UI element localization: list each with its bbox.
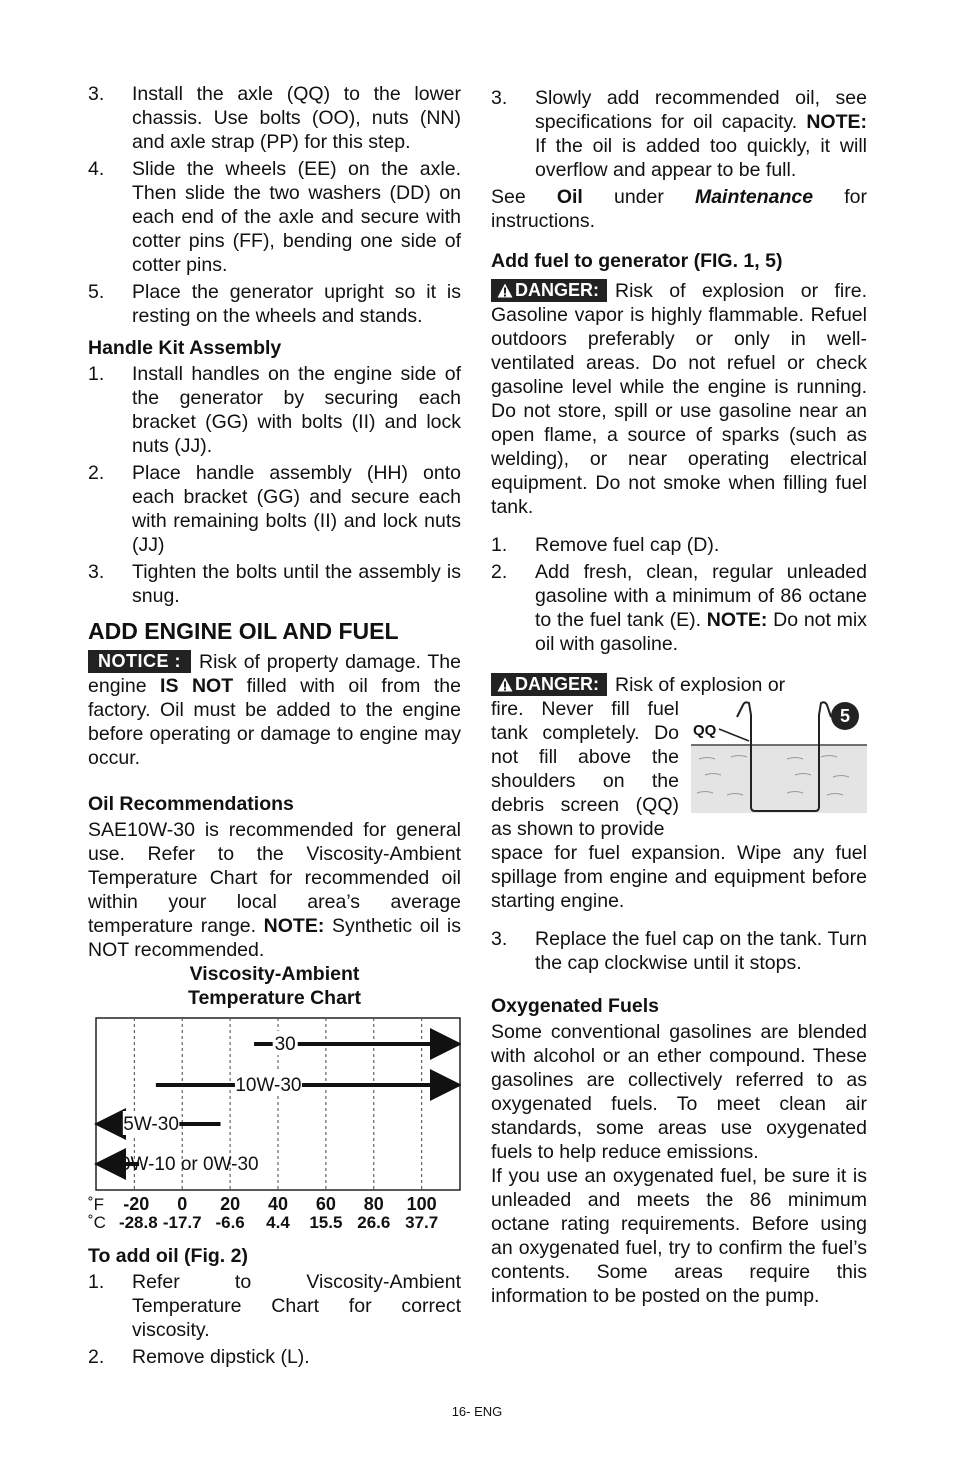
tick-label-f: 80 bbox=[363, 1194, 384, 1214]
step-number: 2. bbox=[491, 561, 508, 583]
danger2-wrap-text: fire. Never fill fuel tank completely. Do not fill above the shoulders on the debris screen (QQ) as shown to provide bbox=[491, 698, 679, 840]
tick-label-c: -6.6 bbox=[215, 1213, 245, 1232]
unit-f-label: ˚F bbox=[88, 1195, 105, 1214]
oxygenated-fuels-heading: Oxygenated Fuels bbox=[491, 995, 659, 1017]
list-item bbox=[88, 157, 461, 277]
notice-text-before: Risk of property damage. The engine bbox=[88, 651, 461, 697]
warning-triangle-icon bbox=[497, 677, 513, 692]
step-text: Slide the wheels (EE) on the axle. Then slide the two washers (DD) on each end of the axle and secure with cotter pins (FF), bending one side of cotter pins. bbox=[132, 158, 461, 276]
step-text: Replace the fuel cap on the tank. Turn the cap clockwise until it stops. bbox=[535, 928, 867, 974]
step-text: Tighten the bolts until the assembly is snug. bbox=[132, 561, 461, 607]
step-text: Place handle assembly (HH) onto each bracket (GG) and secure each with remaining bolts (II) and lock nuts (JJ) bbox=[132, 462, 461, 556]
list-item bbox=[88, 1345, 461, 1369]
add-oil-heading: To add oil (Fig. 2) bbox=[88, 1245, 248, 1267]
maintenance-bold-italic: Maintenance bbox=[694, 186, 814, 208]
oxygenated-paragraph-1: Some conventional gasolines are blended with alcohol or an ether compound. These gasolines are collectively referred to as oxygenated fuels. To meet clean air standards, some areas use oxygenated fuels to help reduce emissions. bbox=[491, 1021, 867, 1163]
tick-label-f: 60 bbox=[315, 1194, 336, 1214]
danger-badge-label: DANGER: bbox=[515, 280, 599, 300]
notice-badge: NOTICE : bbox=[88, 650, 191, 673]
list-item bbox=[491, 533, 867, 557]
series-label: 30 bbox=[274, 1034, 296, 1055]
add-oil-steps bbox=[88, 1270, 461, 1369]
step-text: Install handles on the engine side of the generator by securing each bracket (GG) with bolts (II) and lock nuts (JJ). bbox=[132, 363, 461, 457]
danger-paragraph-1 bbox=[491, 279, 867, 519]
step-text: Remove fuel cap (D). bbox=[535, 534, 720, 556]
chart-title-line1: Viscosity-Ambient bbox=[189, 963, 360, 985]
oil-recommendations-text bbox=[88, 818, 461, 962]
chart-title-line2: Temperature Chart bbox=[187, 987, 361, 1009]
handle-kit-heading: Handle Kit Assembly bbox=[88, 337, 282, 359]
oil-step-3 bbox=[491, 86, 867, 182]
unit-c-label: ˚C bbox=[88, 1213, 106, 1232]
danger2-first-line: Risk of explosion or bbox=[615, 674, 786, 696]
step-number: 1. bbox=[491, 534, 508, 556]
see-text: See bbox=[491, 186, 557, 208]
tick-label-c: -28.8 bbox=[118, 1213, 158, 1232]
notice-paragraph bbox=[88, 650, 461, 770]
list-item bbox=[491, 560, 867, 656]
series-label: 10W-30 bbox=[235, 1075, 302, 1096]
fuel-level-area bbox=[691, 745, 867, 813]
cap-steps bbox=[491, 927, 867, 975]
qq-label: QQ bbox=[693, 722, 717, 739]
section-title: ADD ENGINE OIL AND FUEL bbox=[88, 618, 399, 644]
left-column bbox=[88, 82, 461, 1372]
step-number: 1. bbox=[88, 363, 105, 385]
danger-badge-label: DANGER: bbox=[515, 674, 599, 694]
see-oil-rest: for instructions. bbox=[491, 186, 867, 232]
oil-rec-text-before: SAE10W-30 is recommended for general use. Refer to the Viscosity-Ambient Temperature Chart for recommended oil within your local area’s average temperature range. bbox=[88, 819, 461, 937]
notice-text-after: filled with oil from the factory. Oil must be added to the engine before operating or damage to engine may occur. bbox=[88, 675, 461, 769]
oil-bold: Oil bbox=[556, 186, 583, 208]
axle-steps bbox=[88, 82, 461, 328]
step-text-after: Do not mix oil with gasoline. bbox=[535, 609, 867, 655]
tick-label-f: 0 bbox=[177, 1194, 188, 1214]
figure-number: 5 bbox=[839, 706, 851, 726]
step-number: 3. bbox=[491, 87, 508, 109]
danger-badge bbox=[491, 279, 607, 302]
step-text-before: Slowly add recommended oil, see specifications for oil capacity. bbox=[535, 87, 867, 133]
step-text: Remove dipstick (L). bbox=[132, 1346, 310, 1368]
tick-label-f: 20 bbox=[220, 1194, 241, 1214]
series-label: 0W-10 or 0W-30 bbox=[119, 1154, 259, 1175]
list-item bbox=[491, 86, 867, 182]
tick-label-f: -20 bbox=[123, 1194, 150, 1214]
page-footer: 16- ENG bbox=[451, 1404, 503, 1419]
tick-label-f: 40 bbox=[267, 1194, 289, 1214]
fuel-tank-figure bbox=[691, 699, 867, 815]
step-number: 5. bbox=[88, 281, 105, 303]
see-oil-maintenance bbox=[491, 185, 867, 233]
list-item bbox=[88, 461, 461, 557]
list-item bbox=[88, 560, 461, 608]
oil-rec-note: NOTE: bbox=[263, 915, 325, 937]
oxygenated-paragraph-2: If you use an oxygenated fuel, be sure it is unleaded and meets the 86 minimum octane rating requirements. Before using an oxygenated fuel, try to confirm the fuel’s contents. Some areas require this information to be posted on the pump. bbox=[491, 1165, 867, 1307]
fuel-steps bbox=[491, 533, 867, 656]
step-text-after: If the oil is added too quickly, it will overflow and appear to be full. bbox=[535, 135, 867, 181]
step-text: Install the axle (QQ) to the lower chassis. Use bolts (OO), nuts (NN) and axle strap (PP) for this step. bbox=[132, 83, 461, 153]
list-item bbox=[88, 82, 461, 154]
step-note: NOTE: bbox=[706, 609, 768, 631]
list-item bbox=[88, 362, 461, 458]
danger-text: Risk of explosion or fire. Gasoline vapor is highly flammable. Refuel outdoors preferably or only in well-ventilated areas. Do not refuel or check gasoline level while the engine is running. Do not store, spill or use gasoline near an open flame, a source of sparks (such as welding), or near operating electrical equipment. Do not smoke when filling fuel tank. bbox=[491, 280, 867, 518]
tick-label-c: 15.5 bbox=[309, 1213, 343, 1232]
list-item bbox=[491, 927, 867, 975]
danger-badge bbox=[491, 673, 607, 696]
step-number: 1. bbox=[88, 1271, 105, 1293]
step-number: 4. bbox=[88, 158, 105, 180]
step-note: NOTE: bbox=[806, 111, 867, 133]
danger-paragraph-2-first bbox=[491, 673, 867, 697]
tick-label-c: 37.7 bbox=[405, 1213, 439, 1232]
add-fuel-heading: Add fuel to generator (FIG. 1, 5) bbox=[491, 250, 783, 272]
tick-label-f: 100 bbox=[406, 1194, 437, 1214]
oil-rec-text-after: Synthetic oil is NOT recommended. bbox=[88, 915, 461, 961]
tick-label-c: -17.7 bbox=[162, 1213, 202, 1232]
step-number: 3. bbox=[491, 928, 508, 950]
notice-bold: IS NOT bbox=[160, 675, 234, 697]
list-item bbox=[88, 280, 461, 328]
qq-leader-line bbox=[719, 729, 749, 741]
under-text: under bbox=[582, 186, 695, 208]
tick-label-c: 4.4 bbox=[266, 1213, 290, 1232]
tick-label-c: 26.6 bbox=[357, 1213, 391, 1232]
viscosity-chart bbox=[88, 962, 461, 1236]
step-text: Refer to Viscosity-Ambient Temperature Chart for correct viscosity. bbox=[132, 1271, 461, 1341]
step-number: 2. bbox=[88, 1346, 105, 1368]
danger-2-with-figure bbox=[491, 697, 867, 841]
danger2-rest-text: space for fuel expansion. Wipe any fuel spillage from engine and equipment before starting engine. bbox=[491, 842, 867, 912]
step-number: 3. bbox=[88, 83, 105, 105]
step-text: Place the generator upright so it is resting on the wheels and stands. bbox=[132, 281, 461, 327]
step-number: 2. bbox=[88, 462, 105, 484]
series-label: 5W-30 bbox=[123, 1114, 179, 1135]
list-item bbox=[88, 1270, 461, 1342]
step-text-before: Add fresh, clean, regular unleaded gasoline with a minimum of 86 octane to the fuel tank (E). bbox=[535, 561, 867, 631]
handle-steps bbox=[88, 362, 461, 608]
oil-recommendations-heading: Oil Recommendations bbox=[88, 793, 294, 815]
viscosity-chart-svg bbox=[86, 1016, 461, 1236]
warning-triangle-icon bbox=[497, 283, 513, 298]
right-column bbox=[491, 86, 867, 1308]
step-number: 3. bbox=[88, 561, 105, 583]
